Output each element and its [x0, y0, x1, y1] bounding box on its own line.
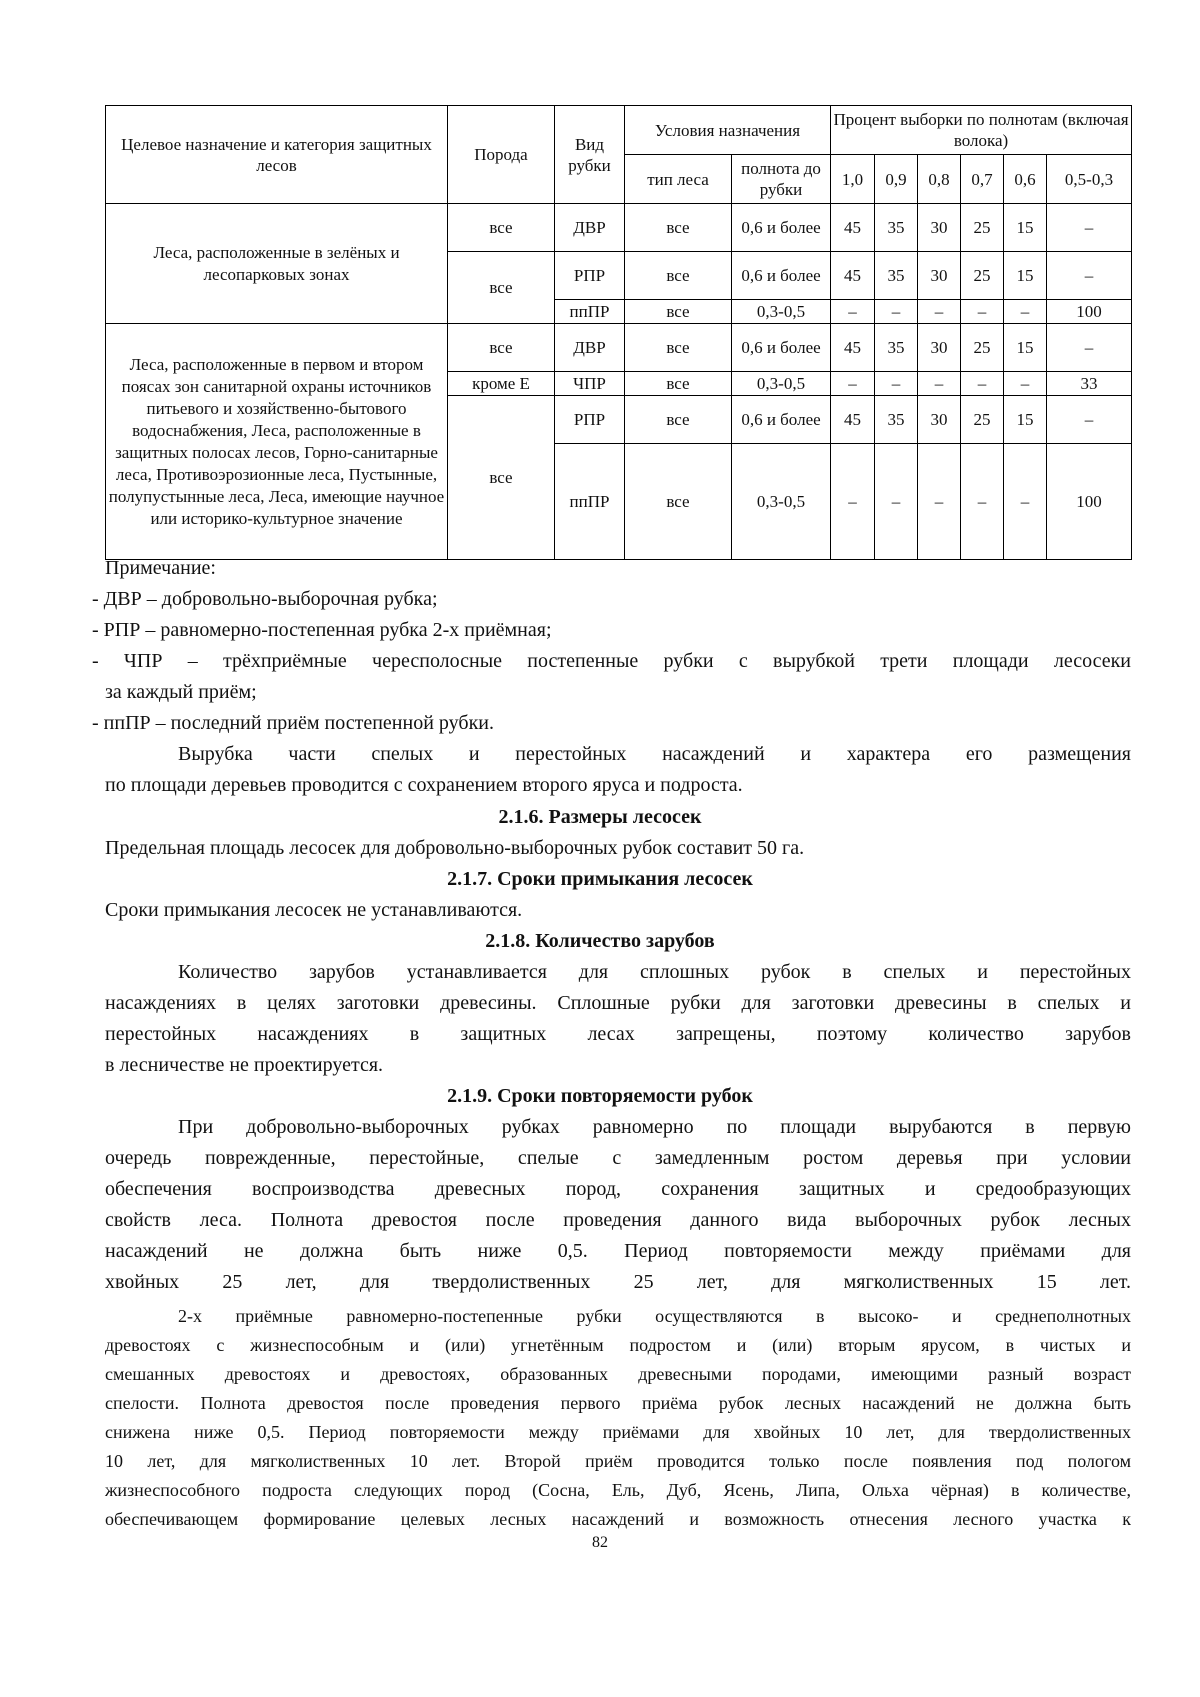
- note-title: Примечание:: [105, 557, 216, 579]
- table-row: [106, 324, 1132, 372]
- value-cell: –: [918, 444, 961, 560]
- header-density-0-7: 0,7: [961, 155, 1004, 204]
- header-density-0-6: 0,6: [1004, 155, 1047, 204]
- value-cell: –: [1004, 444, 1047, 560]
- paragraph-line: Сроки примыкания лесосек не устанавливаются.: [105, 899, 523, 921]
- cut-cell: ДВР: [555, 204, 625, 252]
- paragraph-line: смешанных древостоях и древостоях, образованных древесными породами, имеющими разный возраст: [105, 1364, 1131, 1384]
- header-purpose: Целевое назначение и категория защитных лесов: [106, 106, 448, 204]
- paragraph-line: в лесничестве не проектируется.: [105, 1054, 384, 1076]
- value-cell: 25: [961, 204, 1004, 252]
- header-species: Порода: [448, 106, 555, 204]
- group-label-protected-forests: Леса, расположенные в первом и втором поясах зон санитарной охраны источников питьевого и хозяйственно-бытового водоснабжения, Леса, расположенные в защитных полосах лесов, Горно-санитарные леса, Противоэрозионные леса, Пустынные, полупустынные леса, Леса, имеющие научное или историко-культурное значение: [106, 324, 448, 560]
- value-cell: –: [1047, 324, 1132, 372]
- value-cell: 35: [875, 252, 918, 300]
- cut-cell: РПР: [555, 396, 625, 444]
- section-heading-2-1-9: 2.1.9. Сроки повторяемости рубок: [447, 1085, 753, 1107]
- density-cell: 0,3-0,5: [732, 372, 831, 396]
- species-cell: все: [448, 324, 555, 372]
- value-cell: 45: [831, 396, 875, 444]
- value-cell: –: [1047, 252, 1132, 300]
- paragraph-line: При добровольно-выборочных рубках равномерно по площади вырубаются в первую: [178, 1116, 1131, 1138]
- note-item: - ДВР – добровольно-выборочная рубка;: [92, 588, 438, 610]
- paragraph-line: спелости. Полнота древостоя после проведения первого приёма рубок лесных насаждений не должна быть: [105, 1393, 1131, 1413]
- paragraph-line: по площади деревьев проводится с сохранением второго яруса и подроста.: [105, 774, 743, 796]
- value-cell: 45: [831, 252, 875, 300]
- note-item: - РПР – равномерно-постепенная рубка 2-х приёмная;: [92, 619, 552, 641]
- paragraph-line: Вырубка части спелых и перестойных насаждений и характера его размещения: [178, 743, 1131, 765]
- value-cell: 15: [1004, 204, 1047, 252]
- table-row: [106, 204, 1132, 252]
- value-cell: –: [831, 372, 875, 396]
- value-cell: 30: [918, 252, 961, 300]
- value-cell: –: [918, 372, 961, 396]
- paragraph-line: обеспечивающем формирование целевых лесных насаждений и возможность отнесения лесного участка к: [105, 1509, 1131, 1529]
- paragraph-line: Количество зарубов устанавливается для сплошных рубок в спелых и перестойных: [178, 961, 1131, 983]
- forest-type-cell: все: [625, 252, 732, 300]
- forest-type-cell: все: [625, 324, 732, 372]
- density-cell: 0,3-0,5: [732, 444, 831, 560]
- species-cell: все: [448, 204, 555, 252]
- paragraph-line: 2-х приёмные равномерно-постепенные рубки осуществляются в высоко- и среднеполнотных: [178, 1306, 1131, 1326]
- cut-cell: ДВР: [555, 324, 625, 372]
- value-cell: –: [961, 372, 1004, 396]
- value-cell: –: [831, 300, 875, 324]
- value-cell: 15: [1004, 252, 1047, 300]
- cut-cell: ппПР: [555, 444, 625, 560]
- section-heading-2-1-7: 2.1.7. Сроки примыкания лесосек: [447, 868, 753, 890]
- value-cell: 33: [1047, 372, 1132, 396]
- group-label-green-zones: Леса, расположенные в зелёных и лесопарковых зонах: [106, 204, 448, 324]
- forest-type-cell: все: [625, 396, 732, 444]
- species-cell: все: [448, 252, 555, 324]
- density-cell: 0,3-0,5: [732, 300, 831, 324]
- value-cell: 35: [875, 204, 918, 252]
- forest-type-cell: все: [625, 372, 732, 396]
- note-item-continuation: за каждый приём;: [105, 681, 257, 703]
- cutting-percent-table: [105, 105, 1132, 560]
- section-heading-2-1-6: 2.1.6. Размеры лесосек: [498, 806, 702, 828]
- value-cell: –: [875, 300, 918, 324]
- value-cell: –: [875, 372, 918, 396]
- header-density-0-8: 0,8: [918, 155, 961, 204]
- species-cell: кроме Е: [448, 372, 555, 396]
- paragraph-line: перестойных насаждениях в защитных лесах запрещены, поэтому количество зарубов: [105, 1023, 1131, 1045]
- value-cell: 15: [1004, 324, 1047, 372]
- value-cell: 30: [918, 204, 961, 252]
- value-cell: –: [1047, 204, 1132, 252]
- header-density-0-5-0-3: 0,5-0,3: [1047, 155, 1132, 204]
- paragraph-line: Предельная площадь лесосек для добровольно-выборочных рубок составит 50 га.: [105, 837, 805, 859]
- value-cell: 45: [831, 324, 875, 372]
- header-density-before: полнота до рубки: [732, 155, 831, 204]
- note-item: - ЧПР – трёхприёмные чересполосные постепенные рубки с вырубкой трети площади лесосеки: [92, 650, 1131, 672]
- density-cell: 0,6 и более: [732, 324, 831, 372]
- value-cell: 15: [1004, 396, 1047, 444]
- section-heading-2-1-8: 2.1.8. Количество зарубов: [485, 930, 715, 952]
- value-cell: –: [961, 300, 1004, 324]
- forest-type-cell: все: [625, 300, 732, 324]
- value-cell: 35: [875, 396, 918, 444]
- density-cell: 0,6 и более: [732, 204, 831, 252]
- paragraph-line: жизнеспособного подроста следующих пород (Сосна, Ель, Дуб, Ясень, Липа, Ольха чёрная) в количестве,: [105, 1480, 1131, 1500]
- value-cell: 25: [961, 252, 1004, 300]
- cut-cell: ЧПР: [555, 372, 625, 396]
- header-percent: Процент выборки по полнотам (включая волока): [831, 106, 1132, 155]
- value-cell: 35: [875, 324, 918, 372]
- cut-cell: ппПР: [555, 300, 625, 324]
- header-forest-type: тип леса: [625, 155, 732, 204]
- value-cell: –: [1004, 372, 1047, 396]
- species-cell: все: [448, 396, 555, 560]
- value-cell: –: [831, 444, 875, 560]
- value-cell: 45: [831, 204, 875, 252]
- value-cell: 25: [961, 396, 1004, 444]
- value-cell: 25: [961, 324, 1004, 372]
- value-cell: 100: [1047, 300, 1132, 324]
- value-cell: –: [1004, 300, 1047, 324]
- value-cell: –: [961, 444, 1004, 560]
- page-number: 82: [592, 1534, 608, 1551]
- header-conditions: Условия назначения: [625, 106, 831, 155]
- value-cell: 100: [1047, 444, 1132, 560]
- cut-cell: РПР: [555, 252, 625, 300]
- paragraph-line: насаждений не должна быть ниже 0,5. Период повторяемости между приёмами для: [105, 1240, 1131, 1262]
- density-cell: 0,6 и более: [732, 252, 831, 300]
- paragraph-line: очередь поврежденные, перестойные, спелые с замедленным ростом деревья при условии: [105, 1147, 1131, 1169]
- paragraph-line: хвойных 25 лет, для твердолиственных 25 лет, для мягколиственных 15 лет.: [105, 1271, 1131, 1293]
- forest-type-cell: все: [625, 204, 732, 252]
- value-cell: 30: [918, 324, 961, 372]
- paragraph-line: обеспечения воспроизводства древесных пород, сохранения защитных и средообразующих: [105, 1178, 1131, 1200]
- paragraph-line: 10 лет, для мягколиственных 10 лет. Второй приём проводится только после появления под пологом: [105, 1451, 1131, 1471]
- paragraph-line: древостоях с жизнеспособным и (или) угнетённым подростом и (или) вторым ярусом, в чистых и: [105, 1335, 1131, 1355]
- value-cell: –: [875, 444, 918, 560]
- value-cell: –: [918, 300, 961, 324]
- forest-type-cell: все: [625, 444, 732, 560]
- header-density-1-0: 1,0: [831, 155, 875, 204]
- paragraph-line: свойств леса. Полнота древостоя после проведения данного вида выборочных рубок лесных: [105, 1209, 1131, 1231]
- value-cell: –: [1047, 396, 1132, 444]
- value-cell: 30: [918, 396, 961, 444]
- density-cell: 0,6 и более: [732, 396, 831, 444]
- header-density-0-9: 0,9: [875, 155, 918, 204]
- note-item: - ппПР – последний приём постепенной рубки.: [92, 712, 494, 734]
- header-cut-type: Вид рубки: [555, 106, 625, 204]
- paragraph-line: снижена ниже 0,5. Период повторяемости между приёмами для хвойных 10 лет, для твердолиственных: [105, 1422, 1131, 1442]
- paragraph-line: насаждениях в целях заготовки древесины. Сплошные рубки для заготовки древесины в спелых и: [105, 992, 1131, 1014]
